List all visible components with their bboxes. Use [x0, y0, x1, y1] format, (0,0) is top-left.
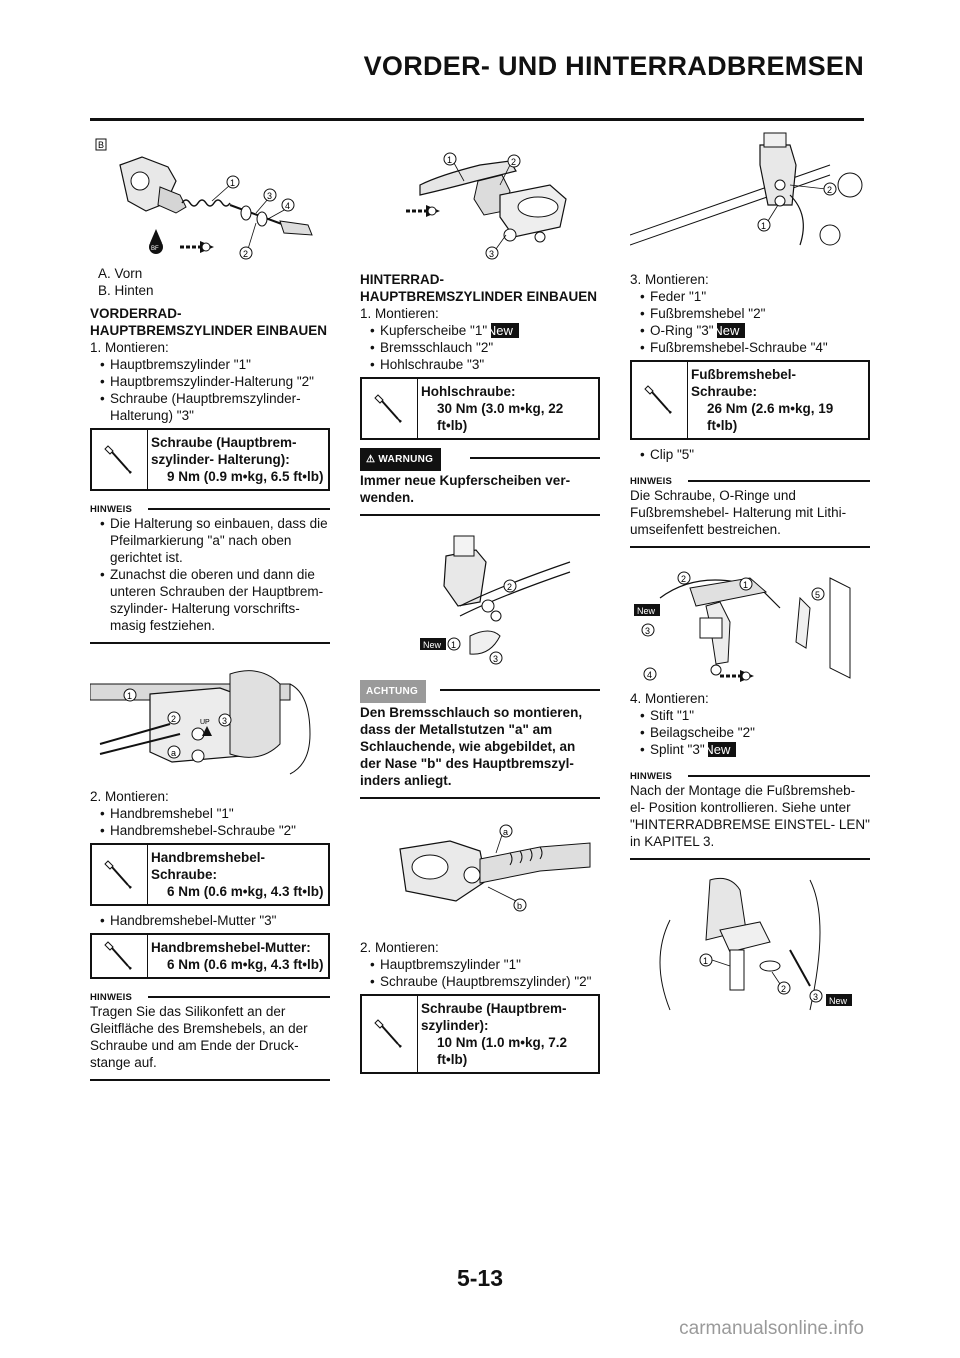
callout-1: 1: [703, 956, 709, 966]
figure-front-master-cylinder-exploded: [90, 125, 330, 265]
callout-a: a: [171, 748, 177, 758]
note-item: • Zunachst die oberen und dann die unteren Schrauben der Hauptbrem- szylinder- Halterung vorschrifts- masig festziehen.: [90, 566, 330, 634]
torque-wrench-icon: [362, 996, 418, 1072]
torque-wrench-icon: [92, 935, 148, 977]
callout-3: 3: [493, 654, 499, 664]
step-2: 2. Montieren:: [360, 940, 439, 955]
warning-header: [360, 448, 600, 468]
callout-a: a: [503, 827, 509, 837]
list-item: • Beilagscheibe "2": [630, 724, 870, 741]
note-text: Nach der Montage die Fußbremsheb- el- Position kontrollieren. Siehe unter "HINTERRADBREMSE EINSTEL- LEN" in KAPITEL 3.: [630, 783, 870, 849]
warning-end-rule: [360, 514, 600, 516]
list-item: • Fußbremshebel "2": [630, 305, 870, 322]
step-1: 1. Montieren:: [360, 306, 439, 321]
figure-label-b: B: [98, 140, 105, 150]
note-end-rule: [630, 858, 870, 860]
page-number: 5-13: [456, 1265, 504, 1291]
callout-3: 3: [645, 626, 651, 636]
callout-3: 3: [267, 191, 273, 201]
list-item: • Schraube (Hauptbremszylinder-Halterung) "3": [90, 390, 330, 424]
spec-value: 26 Nm (2.6 m•kg, 19 ft•lb): [707, 401, 834, 433]
torque-wrench-icon: [92, 845, 148, 904]
callout-1: 1: [761, 221, 767, 231]
callout-1: 1: [230, 178, 236, 188]
torque-spec-box: [90, 428, 330, 491]
spec-value: 30 Nm (3.0 m•kg, 22 ft•lb): [437, 401, 564, 433]
list-item: • Handbremshebel-Schraube "2": [90, 822, 330, 839]
list-item: • Clip "5": [630, 446, 870, 463]
caution-end-rule: [360, 797, 600, 799]
note-header: HINWEIS: [630, 766, 870, 782]
warning-label: ⚠ WARNUNG: [360, 448, 441, 471]
list-item: • Handbremshebel-Mutter "3": [90, 912, 330, 929]
spec-title: Hohlschraube:: [421, 384, 516, 399]
note-text: Tragen Sie das Silikonfett an der Gleitfläche des Bremshebels, an der Schraube und am Ende der Druck- stange auf.: [90, 1004, 308, 1070]
list-item: • Schraube (Hauptbremszylinder) "2": [360, 973, 600, 990]
list-item: • Bremsschlauch "2": [360, 339, 600, 356]
figure-rear-master-cylinder: [360, 125, 600, 265]
column-middle: [360, 125, 600, 1080]
callout-b: b: [517, 901, 523, 911]
new-badge: New: [829, 996, 848, 1006]
callout-3: 3: [813, 992, 819, 1002]
new-badge: New: [423, 640, 442, 650]
list-item: • Splint "3" New: [630, 741, 870, 758]
callout-2: 2: [171, 714, 177, 724]
figure-brake-hose-routing: [360, 526, 600, 672]
caution-text: Den Bremsschlauch so montieren, dass der Metallstutzen "a" am Schlauchende, wie abgebildet, an der Nase "b" des Hauptbremszyl- inders anliegt.: [360, 705, 583, 788]
step-1: 1. Montieren:: [90, 340, 169, 355]
step-2: 2. Montieren:: [90, 789, 169, 804]
callout-3: 3: [222, 716, 228, 726]
list-item: • Handbremshebel "1": [90, 805, 330, 822]
torque-spec-box: [360, 994, 600, 1074]
callout-2: 2: [243, 249, 249, 259]
caution-header: [360, 680, 600, 700]
note-item: • Die Halterung so einbauen, dass die Pfeilmarkierung "a" nach oben gerichtet ist.: [90, 515, 330, 566]
callout-4: 4: [285, 201, 291, 211]
list-item: • Hauptbremszylinder-Halterung "2": [90, 373, 330, 390]
spec-title: Handbremshebel-Mutter:: [151, 940, 311, 955]
warning-triangle-icon: ⚠: [366, 454, 376, 465]
list-item: • Hohlschraube "3": [360, 356, 600, 373]
spec-value: 6 Nm (0.6 m•kg, 4.3 ft•lb): [167, 957, 324, 972]
callout-1: 1: [127, 691, 133, 701]
list-item: • Stift "1": [630, 707, 870, 724]
spec-title: Fußbremshebel- Schraube:: [691, 367, 797, 399]
spec-value: 9 Nm (0.9 m•kg, 6.5 ft•lb): [167, 469, 324, 484]
list-item: • Fußbremshebel-Schraube "4": [630, 339, 870, 356]
callout-3: 3: [489, 249, 495, 259]
spec-title: Handbremshebel- Schraube:: [151, 850, 266, 882]
spec-value: 6 Nm (0.6 m•kg, 4.3 ft•lb): [167, 884, 324, 899]
up-mark: UP: [200, 719, 210, 726]
note-text: Die Schraube, O-Ringe und Fußbremshebel- Halterung mit Lithi- umseifenfett bestreichen.: [630, 488, 847, 537]
list-item: • O-Ring "3" New: [630, 322, 870, 339]
figure-legend: [90, 265, 330, 299]
note-header: HINWEIS: [90, 987, 330, 1003]
svg-text:BF: BF: [151, 246, 159, 252]
torque-spec-box: [630, 360, 870, 440]
torque-wrench-icon: [362, 379, 418, 438]
spec-value: 10 Nm (1.0 m•kg, 7.2 ft•lb): [437, 1035, 568, 1067]
warning-text: Immer neue Kupferscheiben ver- wenden.: [360, 473, 571, 505]
figure-hose-fitting: [360, 809, 600, 939]
step-4: 4. Montieren:: [630, 691, 709, 706]
list-item: • Hauptbremszylinder "1": [90, 356, 330, 373]
torque-spec-box: [360, 377, 600, 440]
torque-spec-box: [90, 843, 330, 906]
spec-title: Schraube (Hauptbrem- szylinder):: [421, 1001, 567, 1033]
column-right: [630, 125, 870, 1020]
list-item: • Kupferscheibe "1" New: [360, 322, 600, 339]
page-title: VORDER- UND HINTERRADBREMSEN: [363, 51, 864, 81]
new-badge: New: [491, 323, 519, 338]
new-badge: New: [708, 742, 736, 757]
caution-label: ACHTUNG: [360, 680, 426, 703]
torque-wrench-icon: [92, 430, 148, 489]
note-header: HINWEIS: [90, 499, 330, 515]
list-item: • Feder "1": [630, 288, 870, 305]
section-heading: VORDERRAD-HAUPTBREMSZYLINDER EINBAUEN: [90, 306, 328, 338]
column-left: [90, 125, 330, 1091]
callout-2: 2: [511, 157, 517, 167]
callout-2: 2: [827, 185, 833, 195]
legend-b: B. Hinten: [98, 283, 154, 298]
callout-5: 5: [815, 590, 821, 600]
figure-brake-pedal-pin: [630, 870, 870, 1020]
legend-a: A. Vorn: [98, 266, 143, 281]
section-heading: HINTERRAD-HAUPTBREMSZYLINDER EINBAUEN: [360, 272, 598, 304]
torque-wrench-icon: [632, 362, 688, 438]
callout-1: 1: [447, 155, 453, 165]
note-end-rule: [90, 642, 330, 644]
callout-2: 2: [507, 582, 513, 592]
callout-4: 4: [647, 670, 653, 680]
note-end-rule: [630, 546, 870, 548]
callout-1: 1: [451, 640, 457, 650]
figure-master-cylinder-mounted: [90, 654, 330, 788]
header-rule: [90, 118, 864, 121]
new-badge: New: [717, 323, 745, 338]
callout-1: 1: [743, 580, 749, 590]
step-3: 3. Montieren:: [630, 272, 709, 287]
callout-2: 2: [681, 574, 687, 584]
watermark: carmanualsonline.info: [679, 1318, 864, 1339]
figure-rear-master-cylinder-mounted: [630, 125, 870, 265]
spec-title: Schraube (Hauptbrem- szylinder- Halterung):: [151, 435, 297, 467]
callout-2: 2: [781, 984, 787, 994]
note-end-rule: [90, 1079, 330, 1081]
new-badge: New: [637, 606, 656, 616]
note-header: HINWEIS: [630, 471, 870, 487]
figure-brake-pedal-assembly: [630, 558, 870, 690]
list-item: • Hauptbremszylinder "1": [360, 956, 600, 973]
torque-spec-box: [90, 933, 330, 979]
